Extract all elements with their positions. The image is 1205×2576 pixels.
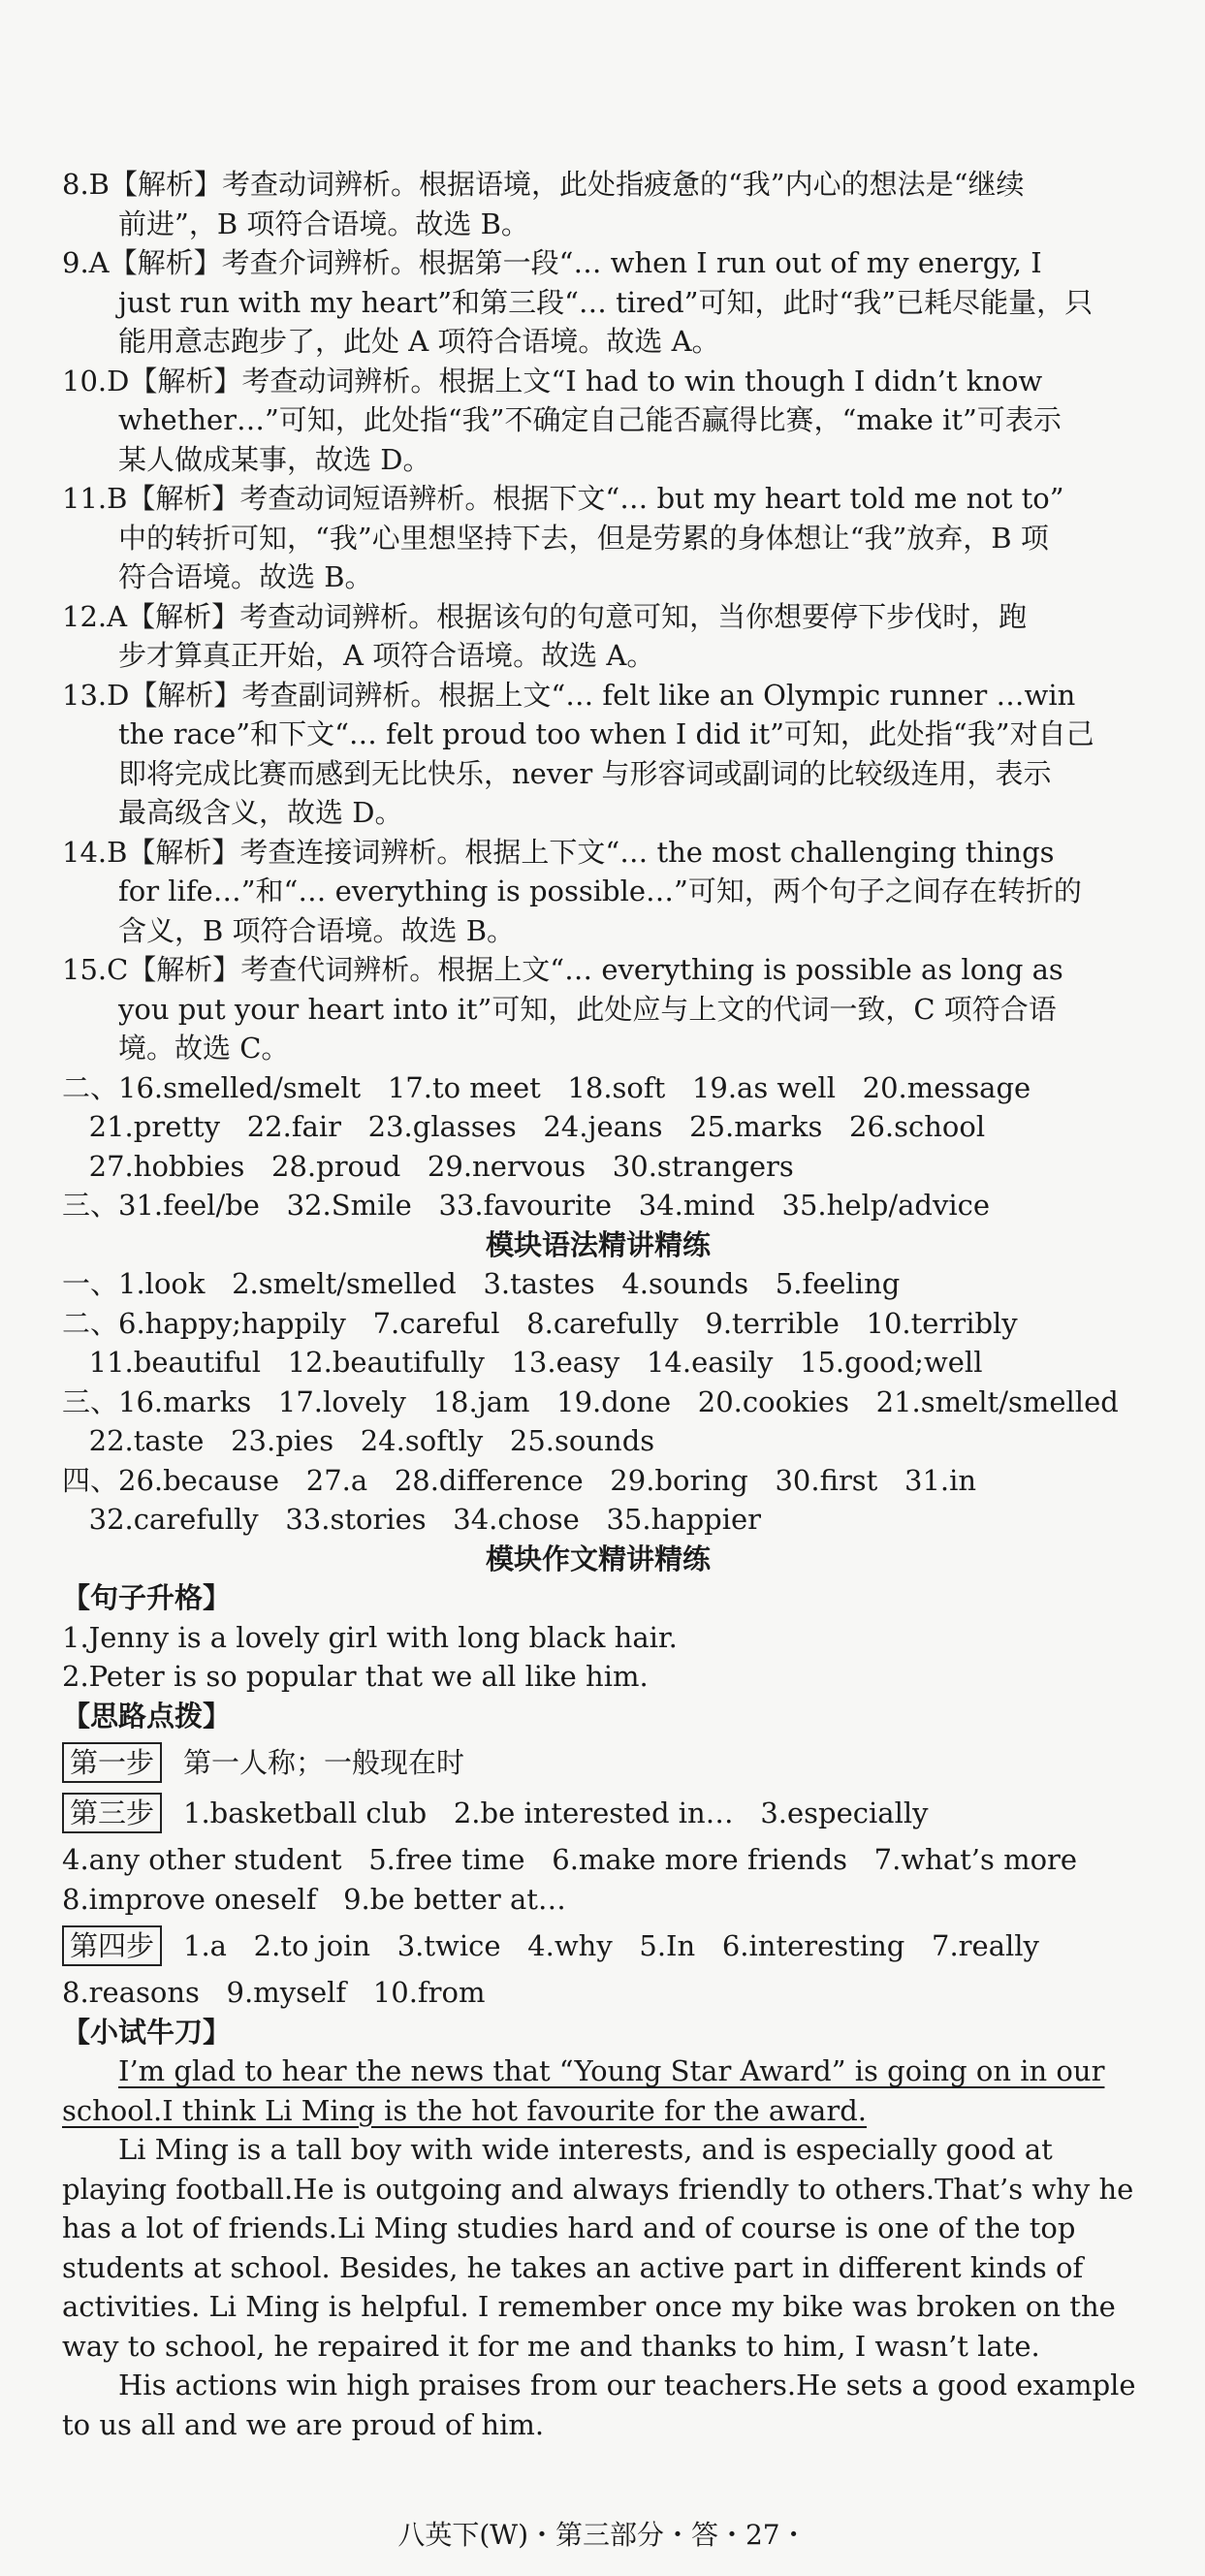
text-line: 四、26.because 27.a 28.difference 29.boring 30.first 31.in bbox=[62, 1463, 977, 1497]
text-line: 27.hobbies 28.proud 29.nervous 30.strangers bbox=[62, 1149, 794, 1183]
grammar-answers bbox=[62, 1264, 1134, 1540]
step-4 bbox=[62, 1923, 1134, 1969]
text-line: 一、1.look 2.smelt/smelled 3.tastes 4.sounds 5.feeling bbox=[62, 1267, 901, 1300]
text-line: 11.B【解析】考查动词短语辨析。根据下文“… but my heart told me not to” bbox=[62, 482, 1064, 515]
page-footer: 八英下(W)・第三部分・答・27・ bbox=[397, 2519, 808, 2551]
text-line: students at school. Besides, he takes an active part in different kinds of bbox=[62, 2250, 1084, 2284]
text-line: 11.beautiful 12.beautifully 13.easy 14.easily 15.good;well bbox=[62, 1346, 983, 1379]
step-1 bbox=[62, 1739, 1134, 1786]
sentence-upgrade-2: 2.Peter is so popular that we all like him. bbox=[62, 1660, 649, 1693]
sentence-upgrade-tag: 【句子升格】 bbox=[62, 1581, 232, 1614]
text-line: has a lot of friends.Li Ming studies hard and of course is one of the top bbox=[62, 2211, 1076, 2244]
text-line: whether…”可知，此处指“我”不确定自己能否赢得比赛，“make it”可表示 bbox=[118, 403, 1062, 436]
essay-paragraph-3 bbox=[62, 2366, 1134, 2444]
trial-tag: 【小试牛刀】 bbox=[62, 2015, 232, 2049]
text-line: just run with my heart”和第三段“… tired”可知，此时“我”已耗尽能量，只 bbox=[118, 285, 1094, 319]
text-line: to us all and we are proud of him. bbox=[62, 2407, 545, 2441]
step-3-more-2: 8.improve oneself 9.be better at… bbox=[62, 1882, 566, 1916]
text-line: 22.taste 23.pies 24.softly 25.sounds bbox=[62, 1424, 655, 1457]
text-line: 13.D【解析】考查副词辨析。根据上文“… felt like an Olympic runner …win bbox=[62, 678, 1076, 712]
text-line: for life…”和“… everything is possible…”可知，两个句子之间存在转折的 bbox=[118, 875, 1082, 907]
text-line: Li Ming is a tall boy with wide interests, and is especially good at bbox=[118, 2133, 1053, 2166]
essay bbox=[62, 2051, 1134, 2444]
text-line: 二、16.smelled/smelt 17.to meet 18.soft 19.as well 20.message bbox=[62, 1070, 1031, 1104]
explanations bbox=[62, 165, 1134, 1068]
grammar-title: 模块语法精讲精练 bbox=[485, 1227, 711, 1261]
step-1-label: 第一步 bbox=[62, 1742, 162, 1783]
text-line: 15.C【解析】考查代词辨析。根据上文“… everything is possible as long as bbox=[62, 953, 1063, 986]
text-line: 含义，B 项符合语境。故选 B。 bbox=[118, 913, 516, 947]
text-line: 步才算真正开始，A 项符合语境。故选 A。 bbox=[118, 639, 655, 672]
text-line: 8.B【解析】考查动词辨析。根据语境，此处指疲惫的“我”内心的想法是“继续 bbox=[62, 168, 1025, 201]
thinking-tag: 【思路点拨】 bbox=[62, 1699, 232, 1733]
step-4-text: 1.a 2.to join 3.twice 4.why 5.In 6.interesting 7.really bbox=[183, 1928, 1039, 1962]
text-line: 境。故选 C。 bbox=[118, 1032, 290, 1065]
text-line: 32.carefully 33.stories 34.chose 35.happier bbox=[62, 1503, 761, 1536]
text-line: the race”和下文“… felt proud too when I did it”可知，此处指“我”对自己 bbox=[118, 717, 1094, 750]
step-3 bbox=[62, 1790, 1134, 1836]
text-line: 21.pretty 22.fair 23.glasses 24.jeans 25.marks 26.school bbox=[62, 1110, 986, 1143]
text-line: way to school, he repaired it for me and thanks to him, I wasn’t late. bbox=[62, 2329, 1040, 2363]
text-line: 最高级含义，故选 D。 bbox=[118, 796, 403, 829]
text-line: 符合语境。故选 B。 bbox=[118, 560, 373, 593]
answer-page bbox=[62, 165, 1134, 2444]
section-2-answers bbox=[62, 1068, 1134, 1187]
sentence-upgrade-1: 1.Jenny is a lovely girl with long black hair. bbox=[62, 1620, 678, 1654]
text-line: 某人做成某事，故选 D。 bbox=[118, 442, 431, 476]
step-4-label: 第四步 bbox=[62, 1925, 162, 1966]
writing-title: 模块作文精讲精练 bbox=[485, 1542, 711, 1575]
text-line: 10.D【解析】考查动词辨析。根据上文“I had to win though I didn’t know bbox=[62, 364, 1043, 398]
text-line: 能用意志跑步了，此处 A 项符合语境。故选 A。 bbox=[118, 325, 720, 358]
step-1-text: 第一人称；一般现在时 bbox=[183, 1745, 465, 1779]
text-line: 9.A【解析】考查介词辨析。根据第一段“… when I run out of my energy, I bbox=[62, 246, 1042, 279]
essay-line: I’m glad to hear the news that “Young Star Award” is going on in our bbox=[118, 2054, 1105, 2087]
text-line: 12.A【解析】考查动词辨析。根据该句的句意可知，当你想要停下步伐时，跑 bbox=[62, 599, 1028, 633]
essay-line: school.I think Li Ming is the hot favourite for the award. bbox=[62, 2093, 867, 2127]
section-3-answers: 三、31.feel/be 32.Smile 33.favourite 34.mind 35.help/advice bbox=[62, 1189, 991, 1222]
step-3-text: 1.basketball club 2.be interested in… 3.especially bbox=[183, 1796, 929, 1829]
text-line: activities. Li Ming is helpful. I remember once my bike was broken on the bbox=[62, 2290, 1116, 2323]
text-line: His actions win high praises from our teachers.He sets a good example bbox=[118, 2369, 1136, 2401]
text-line: 前进”，B 项符合语境。故选 B。 bbox=[118, 207, 529, 240]
text-line: 中的转折可知，“我”心里想坚持下去，但是劳累的身体想让“我”放弃，B 项 bbox=[118, 521, 1049, 555]
text-line: 三、16.marks 17.lovely 18.jam 19.done 20.cookies 21.smelt/smelled bbox=[62, 1384, 1119, 1418]
essay-paragraph-2 bbox=[62, 2130, 1134, 2366]
text-line: 14.B【解析】考查连接词辨析。根据上下文“… the most challenging things bbox=[62, 835, 1055, 869]
step-4-more-1: 8.reasons 9.myself 10.from bbox=[62, 1976, 486, 2009]
text-line: 二、6.happy;happily 7.careful 8.carefully 9.terrible 10.terribly bbox=[62, 1306, 1018, 1340]
step-3-more-1: 4.any other student 5.free time 6.make more friends 7.what’s more bbox=[62, 1843, 1078, 1876]
text-line: playing football.He is outgoing and always friendly to others.That’s why he bbox=[62, 2172, 1134, 2206]
text-line: you put your heart into it”可知，此处应与上文的代词一致，C 项符合语 bbox=[118, 992, 1057, 1026]
text-line: 即将完成比赛而感到无比快乐，never 与形容词或副词的比较级连用，表示 bbox=[118, 756, 1052, 790]
step-3-label: 第三步 bbox=[62, 1793, 162, 1833]
